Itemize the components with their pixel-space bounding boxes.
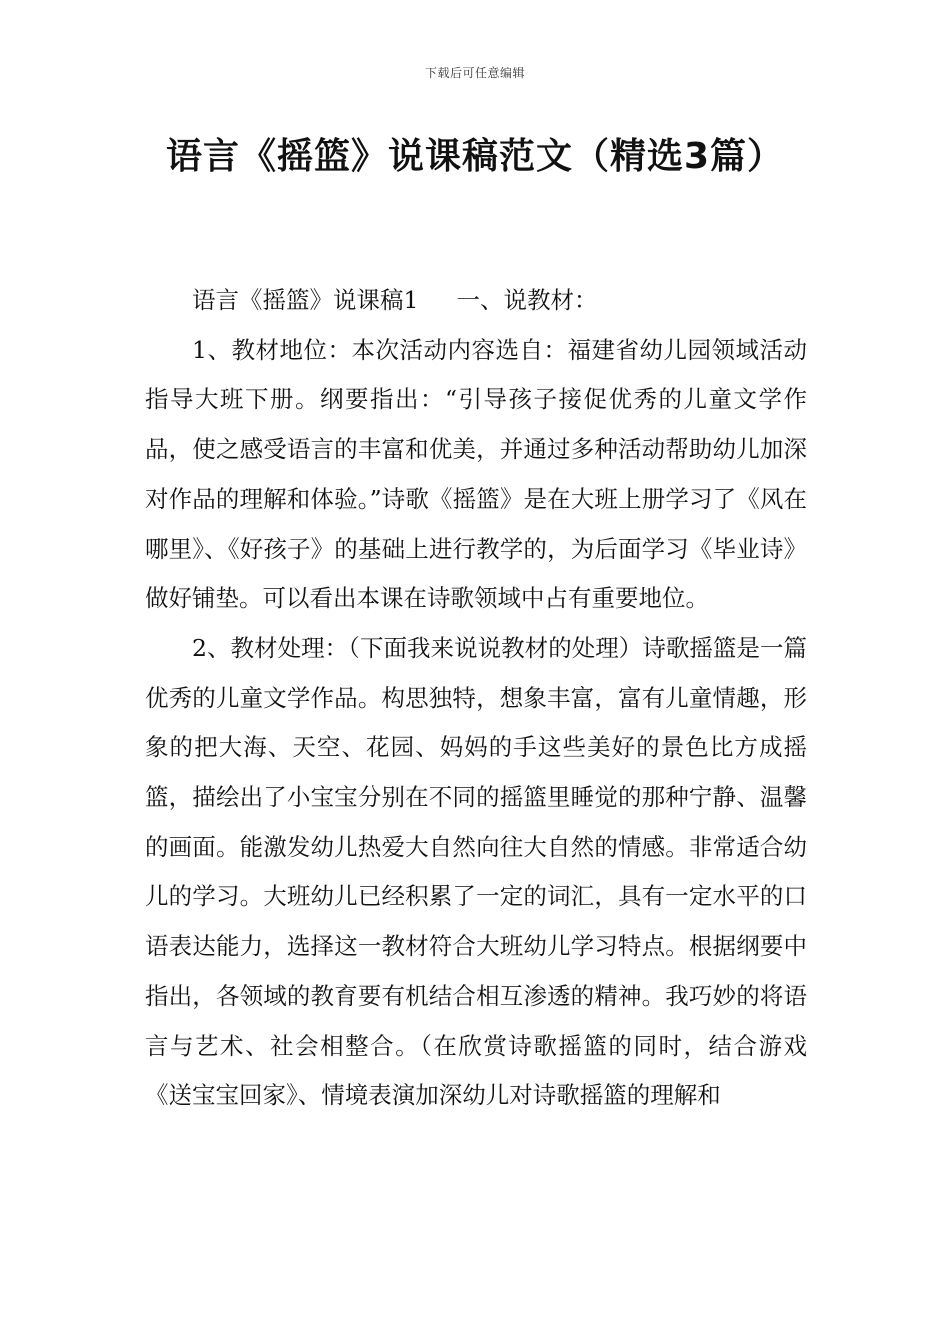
document-body — [145, 276, 807, 1121]
paragraph-teaching-material-processing: 2、教材处理：（下面我来说说教材的处理）诗歌摇篮是一篇优秀的儿童文学作品。构思独特，想象丰富，富有儿童情趣，形象的把大海、天空、花园、妈妈的手这些美好的景色比方成摇篮，描绘出了小宝宝分别在不同的摇篮里睡觉的那种宁静、温馨的画面。能激发幼儿热爱大自然向往大自然的情感。非常适合幼儿的学习。大班幼儿已经积累了一定的词汇，具有一定水平的口语表达能力，选择这一教材符合大班幼儿学习特点。根据纲要中指出，各领域的教育要有机结合相互渗透的精神。我巧妙的将语言与艺术、社会相整合。（在欣赏诗歌摇篮的同时，结合游戏《送宝宝回家》、情境表演加深幼儿对诗歌摇篮的理解和 — [145, 633, 807, 1110]
section-heading-line — [145, 276, 807, 326]
header-note: 下载后可任意编辑 — [424, 66, 525, 80]
section-heading: 语言《摇篮》说课稿1 — [192, 286, 419, 314]
paragraph-teaching-material-position: 1、教材地位：本次活动内容选自：福建省幼儿园领域活动指导大班下册。纲要指出：“引导孩子接促优秀的儿童文学作品，使之感受语言的丰富和优美，并通过多种活动帮助幼儿加深对作品的理解和体验。”诗歌《摇篮》是在大班上册学习了《风在哪里》、《好孩子》的基础上进行教学的，为后面学习《毕业诗》做好铺垫。可以看出本课在诗歌领域中占有重要地位。 — [145, 335, 807, 613]
section-subheading: 一、说教材： — [456, 286, 598, 314]
document-title: 语言《摇篮》说课稿范文（精选3篇） — [165, 136, 785, 177]
